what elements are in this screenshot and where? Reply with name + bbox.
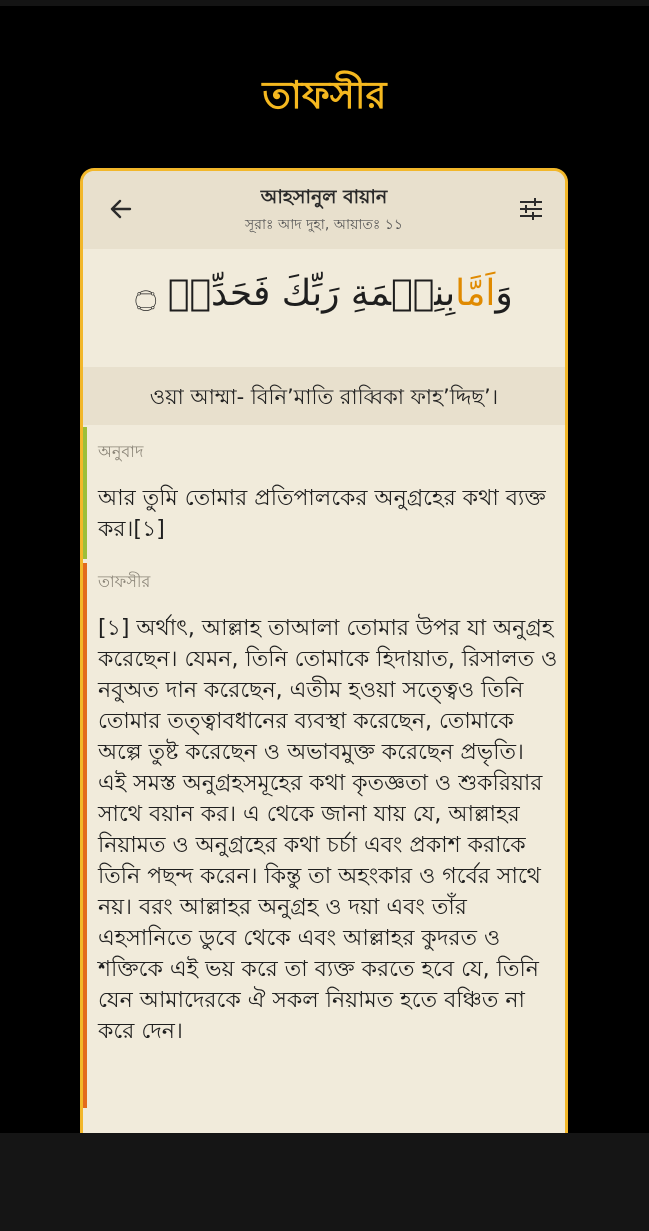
arabic-verse-end: بِنِعۡمَةِ رَبِّكَ فَحَدِّثۡ ۝ [135, 273, 456, 314]
surah-ayah-subtitle: সূরাঃ আদ দুহা, আয়াতঃ ১১ [245, 217, 403, 233]
arabic-verse-start: وَ [495, 273, 513, 314]
status-strip [0, 0, 649, 6]
arabic-verse-highlight: اَمَّا [455, 273, 496, 314]
bottom-bar [0, 1133, 649, 1231]
page-title: তাফসীর [262, 73, 387, 117]
transliteration-band [83, 367, 565, 425]
back-arrow-icon [108, 196, 134, 222]
translation-text: আর তুমি তোমার প্রতিপালকের অনুগ্রহের কথা ব্যক্ত কর।[১] [98, 486, 546, 542]
back-button[interactable] [105, 193, 137, 225]
tafsir-label: তাফসীর [98, 572, 151, 591]
arabic-verse [83, 273, 565, 314]
tafsir-text: [১] অর্থাৎ, আল্লাহ তাআলা তোমার উপর যা অনুগ্রহ করেছেন। যেমন, তিনি তোমাকে হিদায়াত, রিসালত ও নবুঅত দান করেছেন, এতীম হওয়া সত্ত্বেও তিনি তোমার তত্ত্বাবধানের ব্যবস্থা করেছেন, তোমাকে অল্পে তুষ্ট করেছেন ও অভাবমুক্ত করেছেন প্রভৃতি। এই সমস্ত অনুগ্রহসমূহের কথা কৃতজ্ঞতা ও শুকরিয়ার সাথে বয়ান কর। এ থেকে জানা যায় যে, আল্লাহর নিয়ামত ও অনুগ্রহের কথা চর্চা এবং প্রকাশ করাকে তিনি পছন্দ করেন। কিন্তু তা অহংকার ও গর্বের সাথে নয়। বরং আল্লাহর অনুগ্রহ ও দয়া এবং তাঁর এহসানিতে ডুবে থেকে এবং আল্লাহর কুদরত ও শক্তিকে এই ভয় করে তা ব্যক্ত করতে হবে যে, তিনি যেন আমাদেরকে ঐ সকল নিয়ামত হতে বঞ্চিত না করে দেন। [98, 616, 558, 1044]
tafsir-marker [83, 563, 87, 1108]
transliteration-text: ওয়া আম্মা- বিনি’মাতি রাব্বিকা ফাহ’দ্দিছ’। [149, 385, 499, 409]
settings-button[interactable] [515, 193, 547, 225]
translation-marker [83, 427, 87, 559]
tafsir-card [80, 168, 568, 1168]
translation-label: অনুবাদ [98, 442, 144, 461]
book-title: আহসানুল বায়ান [260, 186, 388, 208]
card-header [83, 171, 565, 249]
settings-sliders-icon [517, 195, 545, 223]
